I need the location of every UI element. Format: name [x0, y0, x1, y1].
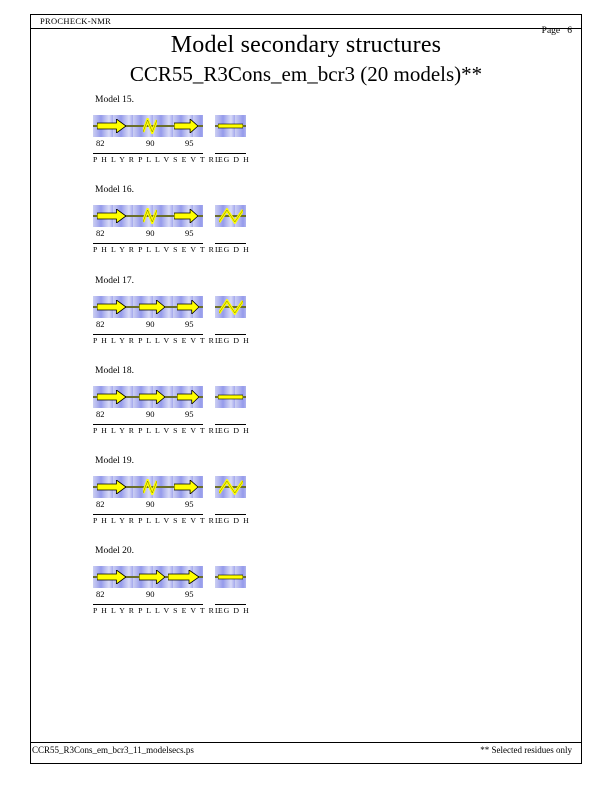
sequence-rule: [215, 424, 246, 425]
residue-number-tick-label: 82: [96, 409, 105, 419]
sequence-text: P H L Y R P L L V S E V T R E: [93, 336, 224, 345]
residue-number-axis: [93, 138, 223, 150]
sequence-rule: [215, 514, 246, 515]
turn-zigzag-icon: [143, 208, 157, 224]
model-block: [0, 456, 612, 544]
sequence-text: L G D H: [215, 516, 250, 525]
page-title: Model secondary structures: [170, 32, 442, 58]
beta-strand-arrow-icon: [97, 390, 126, 404]
residue-number-tick-label: 95: [185, 228, 194, 238]
turn-zigzag-icon: [219, 479, 243, 495]
sequence-text: L G D H: [215, 155, 250, 164]
footer-note: ** Selected residues only: [480, 745, 572, 755]
beta-strand-arrow-icon: [97, 570, 126, 584]
secondary-structure-band-extra: [215, 566, 246, 588]
model-label: Model 17.: [95, 276, 135, 286]
beta-strand-arrow-icon: [174, 209, 198, 223]
turn-zigzag-icon: [143, 479, 157, 495]
beta-strand-arrow-icon: [177, 300, 199, 314]
model-label: Model 18.: [95, 366, 135, 376]
secondary-structure-band-extra: [215, 205, 246, 227]
residue-number-tick-label: 95: [185, 409, 194, 419]
page-number-value: 6: [567, 26, 572, 36]
sequence-row-main: [93, 243, 224, 259]
secondary-structure-band-main: [93, 296, 203, 318]
beta-strand-arrow-icon: [97, 209, 126, 223]
beta-strand-arrow-icon: [97, 300, 126, 314]
sequence-text: P H L Y R P L L V S E V T R E: [93, 516, 224, 525]
sequence-row-main: [93, 604, 224, 620]
secondary-structure-band-extra: [215, 115, 246, 137]
beta-strand-arrow-icon: [177, 390, 199, 404]
sequence-row-extra: [215, 604, 250, 620]
residue-number-tick-label: 90: [146, 228, 155, 238]
sequence-row-main: [93, 334, 224, 350]
coil-bar-icon: [218, 119, 243, 133]
sequence-rule: [93, 334, 203, 335]
sequence-row-extra: [215, 424, 250, 440]
beta-strand-arrow-icon: [139, 570, 165, 584]
beta-strand-arrow-icon: [174, 480, 198, 494]
secondary-structure-band-extra: [215, 476, 246, 498]
beta-strand-arrow-icon: [97, 119, 126, 133]
secondary-structure-band-main: [93, 115, 203, 137]
residue-number-tick-label: 95: [185, 319, 194, 329]
sequence-text: L G D H: [215, 245, 250, 254]
residue-number-tick-label: 82: [96, 138, 105, 148]
secondary-structure-band-extra: [215, 296, 246, 318]
sequence-row-extra: [215, 243, 250, 259]
beta-strand-arrow-icon: [139, 300, 165, 314]
secondary-structure-band-extra: [215, 386, 246, 408]
sequence-text: P H L Y R P L L V S E V T R E: [93, 245, 224, 254]
footer-divider: [31, 742, 581, 743]
model-block: [0, 185, 612, 273]
beta-strand-arrow-icon: [168, 570, 199, 584]
sequence-rule: [93, 153, 203, 154]
sequence-text: L G D H: [215, 336, 250, 345]
residue-number-tick-label: 90: [146, 319, 155, 329]
beta-strand-arrow-icon: [174, 119, 198, 133]
residue-number-tick-label: 90: [146, 589, 155, 599]
residue-number-axis: [93, 228, 223, 240]
sequence-text: P H L Y R P L L V S E V T R E: [93, 606, 224, 615]
coil-bar-icon: [218, 390, 243, 404]
model-label: Model 20.: [95, 546, 135, 556]
header-divider: [31, 28, 581, 29]
coil-bar-icon: [218, 570, 243, 584]
footer-filename: CCR55_R3Cons_em_bcr3_11_modelsecs.ps: [32, 745, 194, 755]
residue-number-tick-label: 82: [96, 499, 105, 509]
model-label: Model 19.: [95, 456, 135, 466]
turn-zigzag-icon: [219, 299, 243, 315]
residue-number-tick-label: 90: [146, 138, 155, 148]
residue-number-tick-label: 82: [96, 319, 105, 329]
beta-strand-arrow-icon: [97, 480, 126, 494]
secondary-structure-band-main: [93, 205, 203, 227]
sequence-rule: [215, 153, 246, 154]
sequence-row-main: [93, 153, 224, 169]
residue-number-tick-label: 90: [146, 499, 155, 509]
model-label: Model 15.: [95, 95, 135, 105]
residue-number-axis: [93, 409, 223, 421]
residue-number-axis: [93, 589, 223, 601]
sequence-rule: [215, 334, 246, 335]
sequence-rule: [93, 604, 203, 605]
sequence-text: L G D H: [215, 606, 250, 615]
residue-number-tick-label: 82: [96, 228, 105, 238]
residue-number-tick-label: 95: [185, 499, 194, 509]
model-block: [0, 546, 612, 634]
sequence-rule: [93, 243, 203, 244]
sequence-text: P H L Y R P L L V S E V T R E: [93, 426, 224, 435]
secondary-structure-band-main: [93, 476, 203, 498]
residue-number-tick-label: 95: [185, 138, 194, 148]
secondary-structure-band-main: [93, 566, 203, 588]
sequence-row-main: [93, 514, 224, 530]
turn-zigzag-icon: [219, 208, 243, 224]
residue-number-axis: [93, 319, 223, 331]
turn-zigzag-icon: [143, 118, 157, 134]
sequence-rule: [93, 514, 203, 515]
page-number-label: Page: [541, 26, 561, 36]
sequence-rule: [215, 604, 246, 605]
residue-number-axis: [93, 499, 223, 511]
residue-number-tick-label: 82: [96, 589, 105, 599]
sequence-row-main: [93, 424, 224, 440]
sequence-text: L G D H: [215, 426, 250, 435]
beta-strand-arrow-icon: [139, 390, 165, 404]
model-block: [0, 366, 612, 454]
model-label: Model 16.: [95, 185, 135, 195]
sequence-text: P H L Y R P L L V S E V T R E: [93, 155, 224, 164]
model-block: [0, 95, 612, 183]
sequence-row-extra: [215, 334, 250, 350]
residue-number-tick-label: 95: [185, 589, 194, 599]
residue-number-tick-label: 90: [146, 409, 155, 419]
sequence-rule: [93, 424, 203, 425]
secondary-structure-band-main: [93, 386, 203, 408]
model-block: [0, 276, 612, 364]
sequence-rule: [215, 243, 246, 244]
sequence-row-extra: [215, 514, 250, 530]
page-subtitle: CCR55_R3Cons_em_bcr3 (20 models)**: [129, 62, 483, 86]
sequence-row-extra: [215, 153, 250, 169]
header-program-name: PROCHECK-NMR: [40, 16, 112, 26]
